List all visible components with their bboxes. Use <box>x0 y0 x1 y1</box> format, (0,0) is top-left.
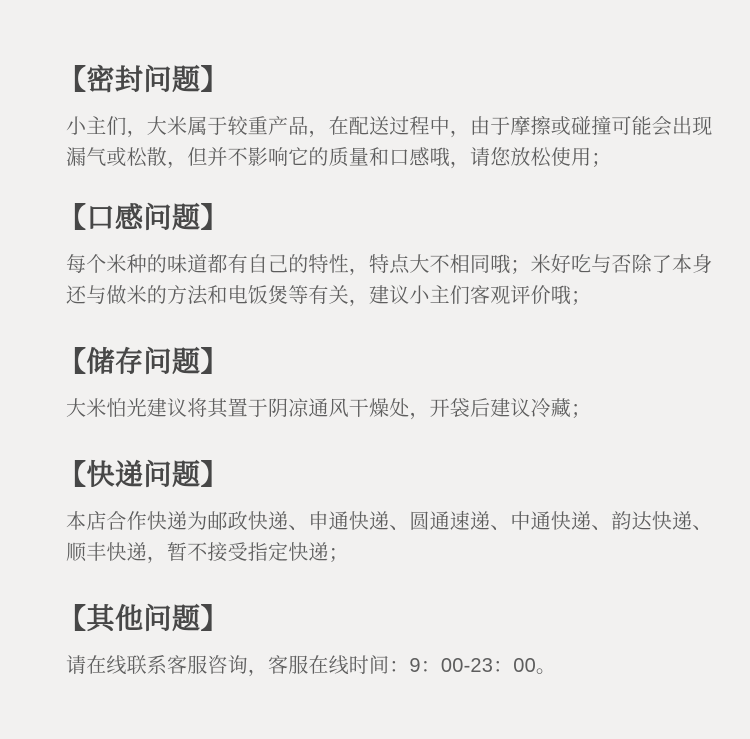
section-title-other: 【其他问题】 <box>58 603 230 634</box>
section-title-sealing: 【密封问题】 <box>58 64 230 95</box>
section-body-sealing <box>58 112 713 174</box>
section-body-storage <box>58 394 700 425</box>
section-title-storage: 【储存问题】 <box>58 346 230 377</box>
body-line: 还与做米的方法和电饭煲等有关，建议小主们客观评价哦； <box>66 285 592 307</box>
faq-section-storage <box>58 346 700 425</box>
section-body-delivery <box>58 507 713 569</box>
body-line: 小主们，大米属于较重产品，在配送过程中，由于摩擦或碰撞可能会出现 <box>66 116 713 138</box>
body-line: 请在线联系客服咨询，客服在线时间：9：00-23：00。 <box>66 655 557 677</box>
faq-section-other <box>58 603 700 682</box>
faq-section-sealing <box>58 64 713 174</box>
section-title-delivery: 【快递问题】 <box>58 459 230 490</box>
body-line: 本店合作快递为邮政快递、申通快递、圆通速递、中通快递、韵达快递、 <box>66 511 713 533</box>
section-title-taste: 【口感问题】 <box>58 202 230 233</box>
faq-section-taste <box>58 202 713 312</box>
body-line: 大米怕光建议将其置于阴凉通风干燥处，开袋后建议冷藏； <box>66 398 592 420</box>
section-body-taste <box>58 250 713 312</box>
faq-section-delivery <box>58 459 713 569</box>
section-body-other <box>58 651 700 682</box>
body-line: 每个米种的味道都有自己的特性，特点大不相同哦；米好吃与否除了本身 <box>66 254 713 276</box>
body-line: 顺丰快递，暂不接受指定快递； <box>66 542 349 564</box>
body-line: 漏气或松散，但并不影响它的质量和口感哦，请您放松使用； <box>66 147 612 169</box>
